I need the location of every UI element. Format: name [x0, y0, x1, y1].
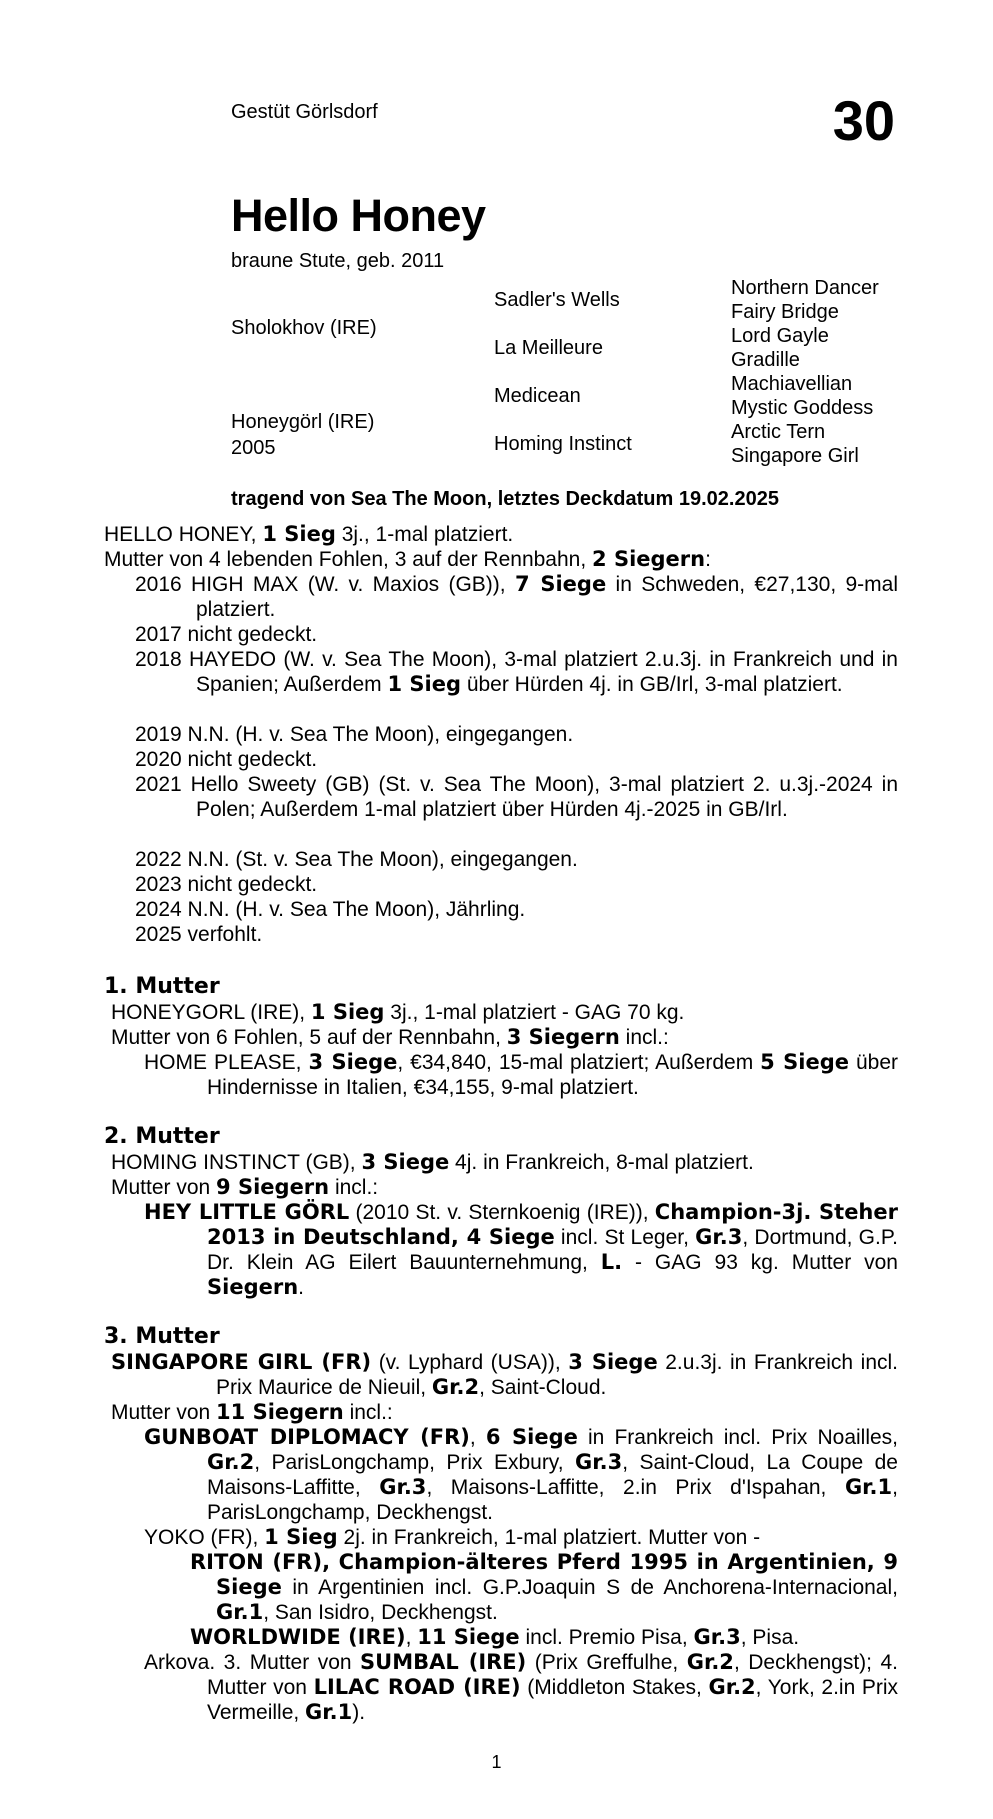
pedigree-ggp-1: Northern Dancer: [731, 277, 879, 299]
produce-row-2023: 2023 nicht gedeckt.: [135, 873, 318, 896]
mutter2-foal-hey-little-gorl: HEY LITTLE GÖRL (2010 St. v. Sternkoenig (IRE)), Champion-3j. Steher 2013 in Deutschland, 4 Siege incl. St Leger, Gr.3, Dortmund, G.P. Dr. Klein AG Eilert Bauunternehmung, L. - GAG 93 kg. Mutter von Siegern.: [144, 1200, 898, 1299]
mutter1-summary: Mutter von 6 Fohlen, 5 auf der Rennbahn, 3 Siegern incl.:: [111, 1025, 669, 1049]
pedigree-ggp-6: Mystic Goddess: [731, 397, 874, 419]
mutter1-record: HONEYGORL (IRE), 1 Sieg 3j., 1-mal platziert - GAG 70 kg.: [111, 1000, 685, 1024]
pedigree-sire-dam: La Meilleure: [494, 337, 603, 359]
produce-row-2016: 2016 HIGH MAX (W. v. Maxios (GB)), 7 Siege in Schweden, €27,130, 9-mal platziert.: [135, 572, 899, 621]
produce-row-2025: 2025 verfohlt.: [135, 923, 263, 946]
heading-2-mutter: 2. Mutter: [104, 1124, 220, 1149]
pedigree-sire: Sholokhov (IRE): [231, 317, 377, 339]
mutter3-record: SINGAPORE GIRL (FR) (v. Lyphard (USA)), 3 Siege 2.u.3j. in Frankreich incl. Prix Maurice de Nieuil, Gr.2, Saint-Cloud.: [111, 1350, 898, 1399]
produce-row-2024: 2024 N.N. (H. v. Sea The Moon), Jährling.: [135, 898, 526, 921]
horse-name: Hello Honey: [231, 190, 486, 241]
produce-row-2019: 2019 N.N. (H. v. Sea The Moon), eingegangen.: [135, 723, 574, 746]
stud-name: Gestüt Görlsdorf: [231, 101, 378, 123]
pedigree-dam: Honeygörl (IRE): [231, 411, 375, 433]
covering-note: tragend von Sea The Moon, letztes Deckdatum 19.02.2025: [231, 488, 779, 510]
produce-row-2022: 2022 N.N. (St. v. Sea The Moon), eingegangen.: [135, 848, 578, 871]
mutter3-foal-yoko: YOKO (FR), 1 Sieg 2j. in Frankreich, 1-mal platziert. Mutter von -: [144, 1525, 761, 1549]
pedigree-ggp-4: Gradille: [731, 349, 800, 371]
lot-number: 30: [832, 89, 895, 152]
mutter3-foal-worldwide: WORLDWIDE (IRE), 11 Siege incl. Premio Pisa, Gr.3, Pisa.: [190, 1625, 800, 1649]
pedigree-ggp-3: Lord Gayle: [731, 325, 829, 347]
pedigree-dam-dam: Homing Instinct: [494, 433, 632, 455]
mutter3-summary: Mutter von 11 Siegern incl.:: [111, 1400, 393, 1424]
horse-description: braune Stute, geb. 2011: [231, 250, 445, 272]
page-number: 1: [491, 1752, 502, 1772]
mutter3-foal-arkova: Arkova. 3. Mutter von SUMBAL (IRE) (Prix Greffulhe, Gr.2, Deckhengst); 4. Mutter von LILAC ROAD (IRE) (Middleton Stakes, Gr.2, York, 2.in Prix Vermeille, Gr.1).: [144, 1650, 899, 1724]
mutter3-granddaughter-foal-riton: RITON (FR), Champion-älteres Pferd 1995 in Argentinien, 9 Siege in Argentinien incl. G.P.Joaquin S de Anchorena-Internacional, Gr.1, San Isidro, Deckhengst.: [190, 1550, 898, 1624]
produce-intro: HELLO HONEY, 1 Sieg 3j., 1-mal platziert.: [104, 522, 514, 546]
heading-3-mutter: 3. Mutter: [104, 1324, 220, 1349]
heading-1-mutter: 1. Mutter: [104, 974, 220, 999]
pedigree-dam-year: 2005: [231, 437, 276, 459]
pedigree-sire-sire: Sadler's Wells: [494, 289, 620, 311]
produce-row-2018: 2018 HAYEDO (W. v. Sea The Moon), 3-mal platziert 2.u.3j. in Frankreich und in Spanien; Außerdem 1 Sieg über Hürden 4j. in GB/Irl, 3-mal platziert.: [135, 648, 898, 696]
mutter2-record: HOMING INSTINCT (GB), 3 Siege 4j. in Frankreich, 8-mal platziert.: [111, 1150, 754, 1174]
produce-row-2017: 2017 nicht gedeckt.: [135, 623, 318, 646]
mutter1-foal-home-please: HOME PLEASE, 3 Siege, €34,840, 15-mal platziert; Außerdem 5 Siege über Hindernisse in Italien, €34,155, 9-mal platziert.: [144, 1050, 899, 1099]
produce-summary: Mutter von 4 lebenden Fohlen, 3 auf der Rennbahn, 2 Siegern:: [104, 547, 711, 571]
produce-row-2021: 2021 Hello Sweety (GB) (St. v. Sea The Moon), 3-mal platziert 2. u.3j.-2024 in Polen; Außerdem 1-mal platziert über Hürden 4j.-2025 in GB/Irl.: [135, 773, 898, 821]
pedigree-ggp-7: Arctic Tern: [731, 421, 826, 443]
produce-row-2020: 2020 nicht gedeckt.: [135, 748, 318, 771]
pedigree-ggp-2: Fairy Bridge: [731, 301, 839, 323]
mutter2-summary: Mutter von 9 Siegern incl.:: [111, 1175, 379, 1199]
mutter3-foal-gunboat-diplomacy: GUNBOAT DIPLOMACY (FR), 6 Siege in Frankreich incl. Prix Noailles, Gr.2, ParisLongchamp, Prix Exbury, Gr.3, Saint-Cloud, La Coupe de Maisons-Laffitte, Gr.3, Maisons-Laffitte, 2.in Prix d'Ispahan, Gr.1, ParisLongchamp, Deckhengst.: [144, 1425, 899, 1524]
pedigree-ggp-8: Singapore Girl: [731, 445, 859, 467]
pedigree-ggp-5: Machiavellian: [731, 373, 853, 395]
pedigree-dam-sire: Medicean: [494, 385, 581, 407]
